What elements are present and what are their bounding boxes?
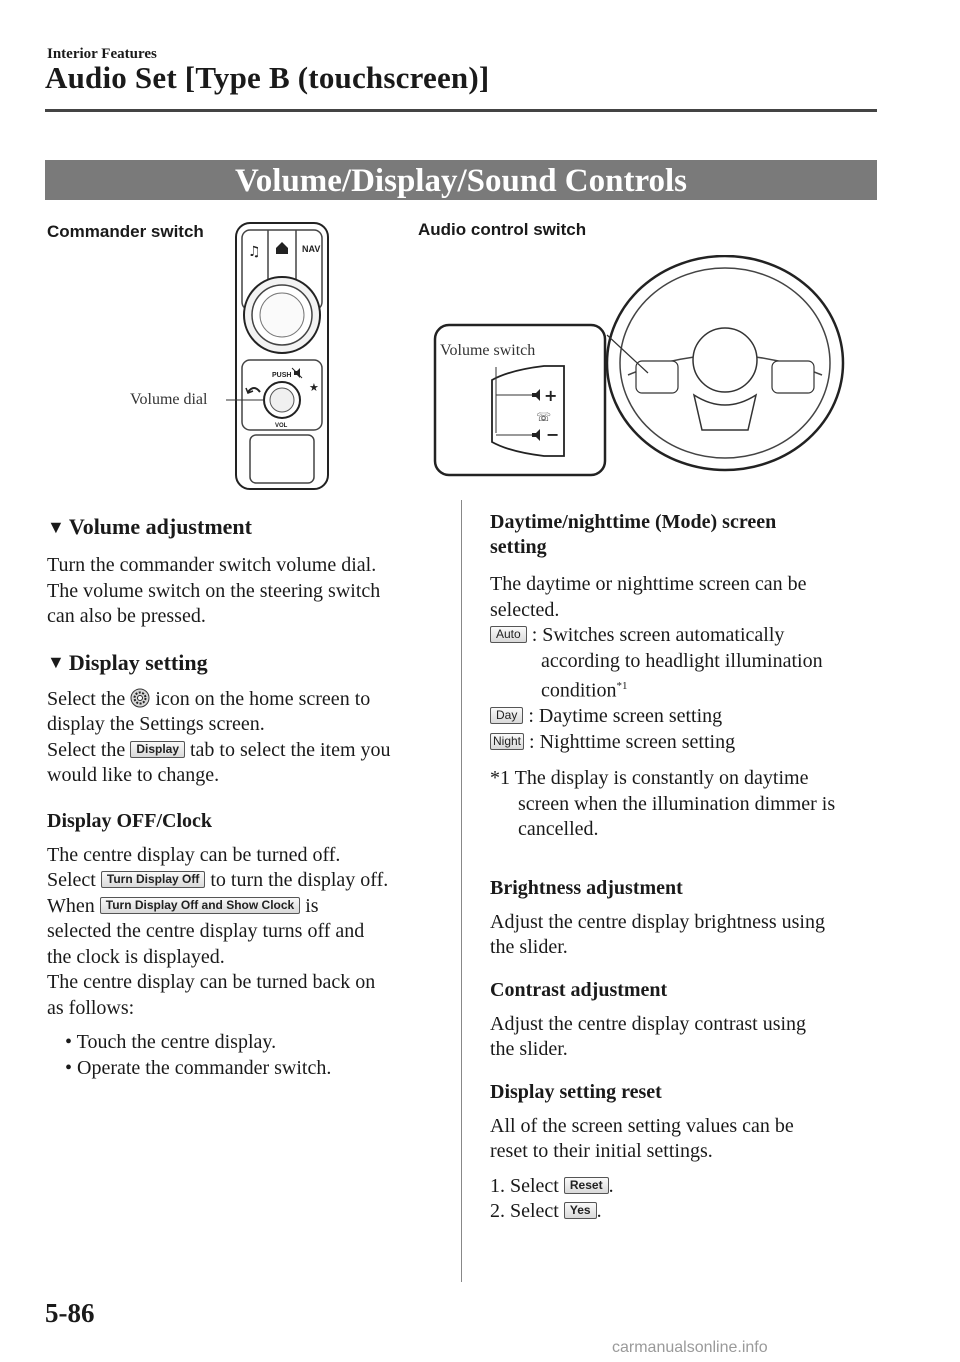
favorite-star-icon: [309, 381, 319, 394]
bullet-list: [47, 1030, 442, 1081]
music-icon: [248, 244, 261, 260]
list-item: • Touch the centre display.: [65, 1031, 277, 1053]
triangle-bullet-icon: ▼: [47, 516, 65, 537]
commander-switch-label: Commander switch: [47, 222, 204, 241]
display-setting-heading: ▼ Display setting: [47, 649, 208, 675]
right-column: [490, 510, 885, 1225]
display-off-clock-heading: Display OFF/Clock: [47, 809, 213, 832]
turn-display-off-button[interactable]: Turn Display Off: [101, 871, 205, 888]
steering-wheel-illustration: [432, 255, 852, 480]
list-item: 1. Select Reset .: [490, 1174, 614, 1197]
commander-switch-illustration: [120, 220, 340, 495]
svg-text:♫: ♫: [248, 244, 261, 260]
watermark: carmanualsonline.info: [612, 1339, 768, 1356]
left-column: [47, 514, 442, 1081]
display-off-clock-text: The centre display can be turned off. Select Turn Display Off to turn the display off. When Turn Display Off and Show Clock is selected the centre display turns off and the clock is displayed. The centre display can be turned back on as follows:: [47, 843, 389, 1019]
title-rule: [45, 109, 877, 112]
yes-button[interactable]: Yes: [564, 1202, 597, 1219]
vol-label: VOL: [275, 423, 288, 429]
section-banner: Volume/Display/Sound Controls: [45, 160, 877, 200]
night-button[interactable]: Night: [490, 733, 524, 750]
brightness-heading: Brightness adjustment: [490, 876, 683, 899]
display-setting-text: Select the icon on the home screen to display the Settings screen. Select the Display tab to select the item you would like to change.: [47, 687, 391, 786]
page-title: Audio Set [Type B (touchscreen)]: [45, 60, 490, 95]
column-divider: [461, 500, 462, 1282]
audio-control-switch-label: Audio control switch: [418, 220, 587, 239]
push-label: PUSH: [272, 372, 292, 379]
gear-icon: [130, 688, 150, 708]
svg-text:+: +: [544, 386, 558, 405]
brightness-text: Adjust the centre display brightness using the slider.: [490, 910, 825, 959]
reset-text: All of the screen setting values can be reset to their initial settings.: [490, 1114, 794, 1163]
nav-label: NAV: [302, 244, 321, 254]
turn-display-off-show-clock-button[interactable]: Turn Display Off and Show Clock: [100, 897, 300, 914]
svg-text:☏: ☏: [536, 410, 552, 424]
reset-heading: Display setting reset: [490, 1080, 662, 1103]
reset-steps: [490, 1174, 885, 1225]
auto-button[interactable]: Auto: [490, 626, 527, 643]
day-button[interactable]: Day: [490, 707, 523, 724]
contrast-text: Adjust the centre display contrast using the slider.: [490, 1012, 807, 1061]
page-number: 5-86: [45, 1298, 95, 1328]
triangle-bullet-icon: ▼: [47, 652, 65, 672]
section-label: Interior Features: [47, 46, 157, 62]
display-tab-button[interactable]: Display: [130, 741, 185, 758]
mode-screen-text: The daytime or nighttime screen can be selected. Auto : Switches screen automatically according to headlight illumination condition$^{*1}$ Day : Daytime screen setting Night : Nighttime screen setting: [490, 573, 823, 753]
volume-adjustment-text: Turn the commander switch volume dial. The volume switch on the steering switch can also be pressed.: [47, 554, 381, 627]
list-item: • Operate the commander switch.: [65, 1056, 332, 1079]
reset-button[interactable]: Reset: [564, 1177, 609, 1194]
footnote: *1 The display is constantly on daytime screen when the illumination dimmer is cancelled.: [490, 767, 836, 841]
svg-text:−: −: [546, 425, 560, 444]
contrast-heading: Contrast adjustment: [490, 978, 668, 1001]
svg-text:★: ★: [309, 381, 319, 394]
list-item: 2. Select Yes .: [490, 1200, 602, 1223]
volume-dial-callout: Volume dial: [130, 391, 208, 408]
volume-adjustment-heading: ▼ Volume adjustment: [47, 514, 252, 539]
voice-icon: [536, 410, 551, 424]
mode-screen-heading: Daytime/nighttime (Mode) screen setting: [490, 511, 777, 558]
volume-switch-callout: Volume switch: [440, 342, 536, 359]
